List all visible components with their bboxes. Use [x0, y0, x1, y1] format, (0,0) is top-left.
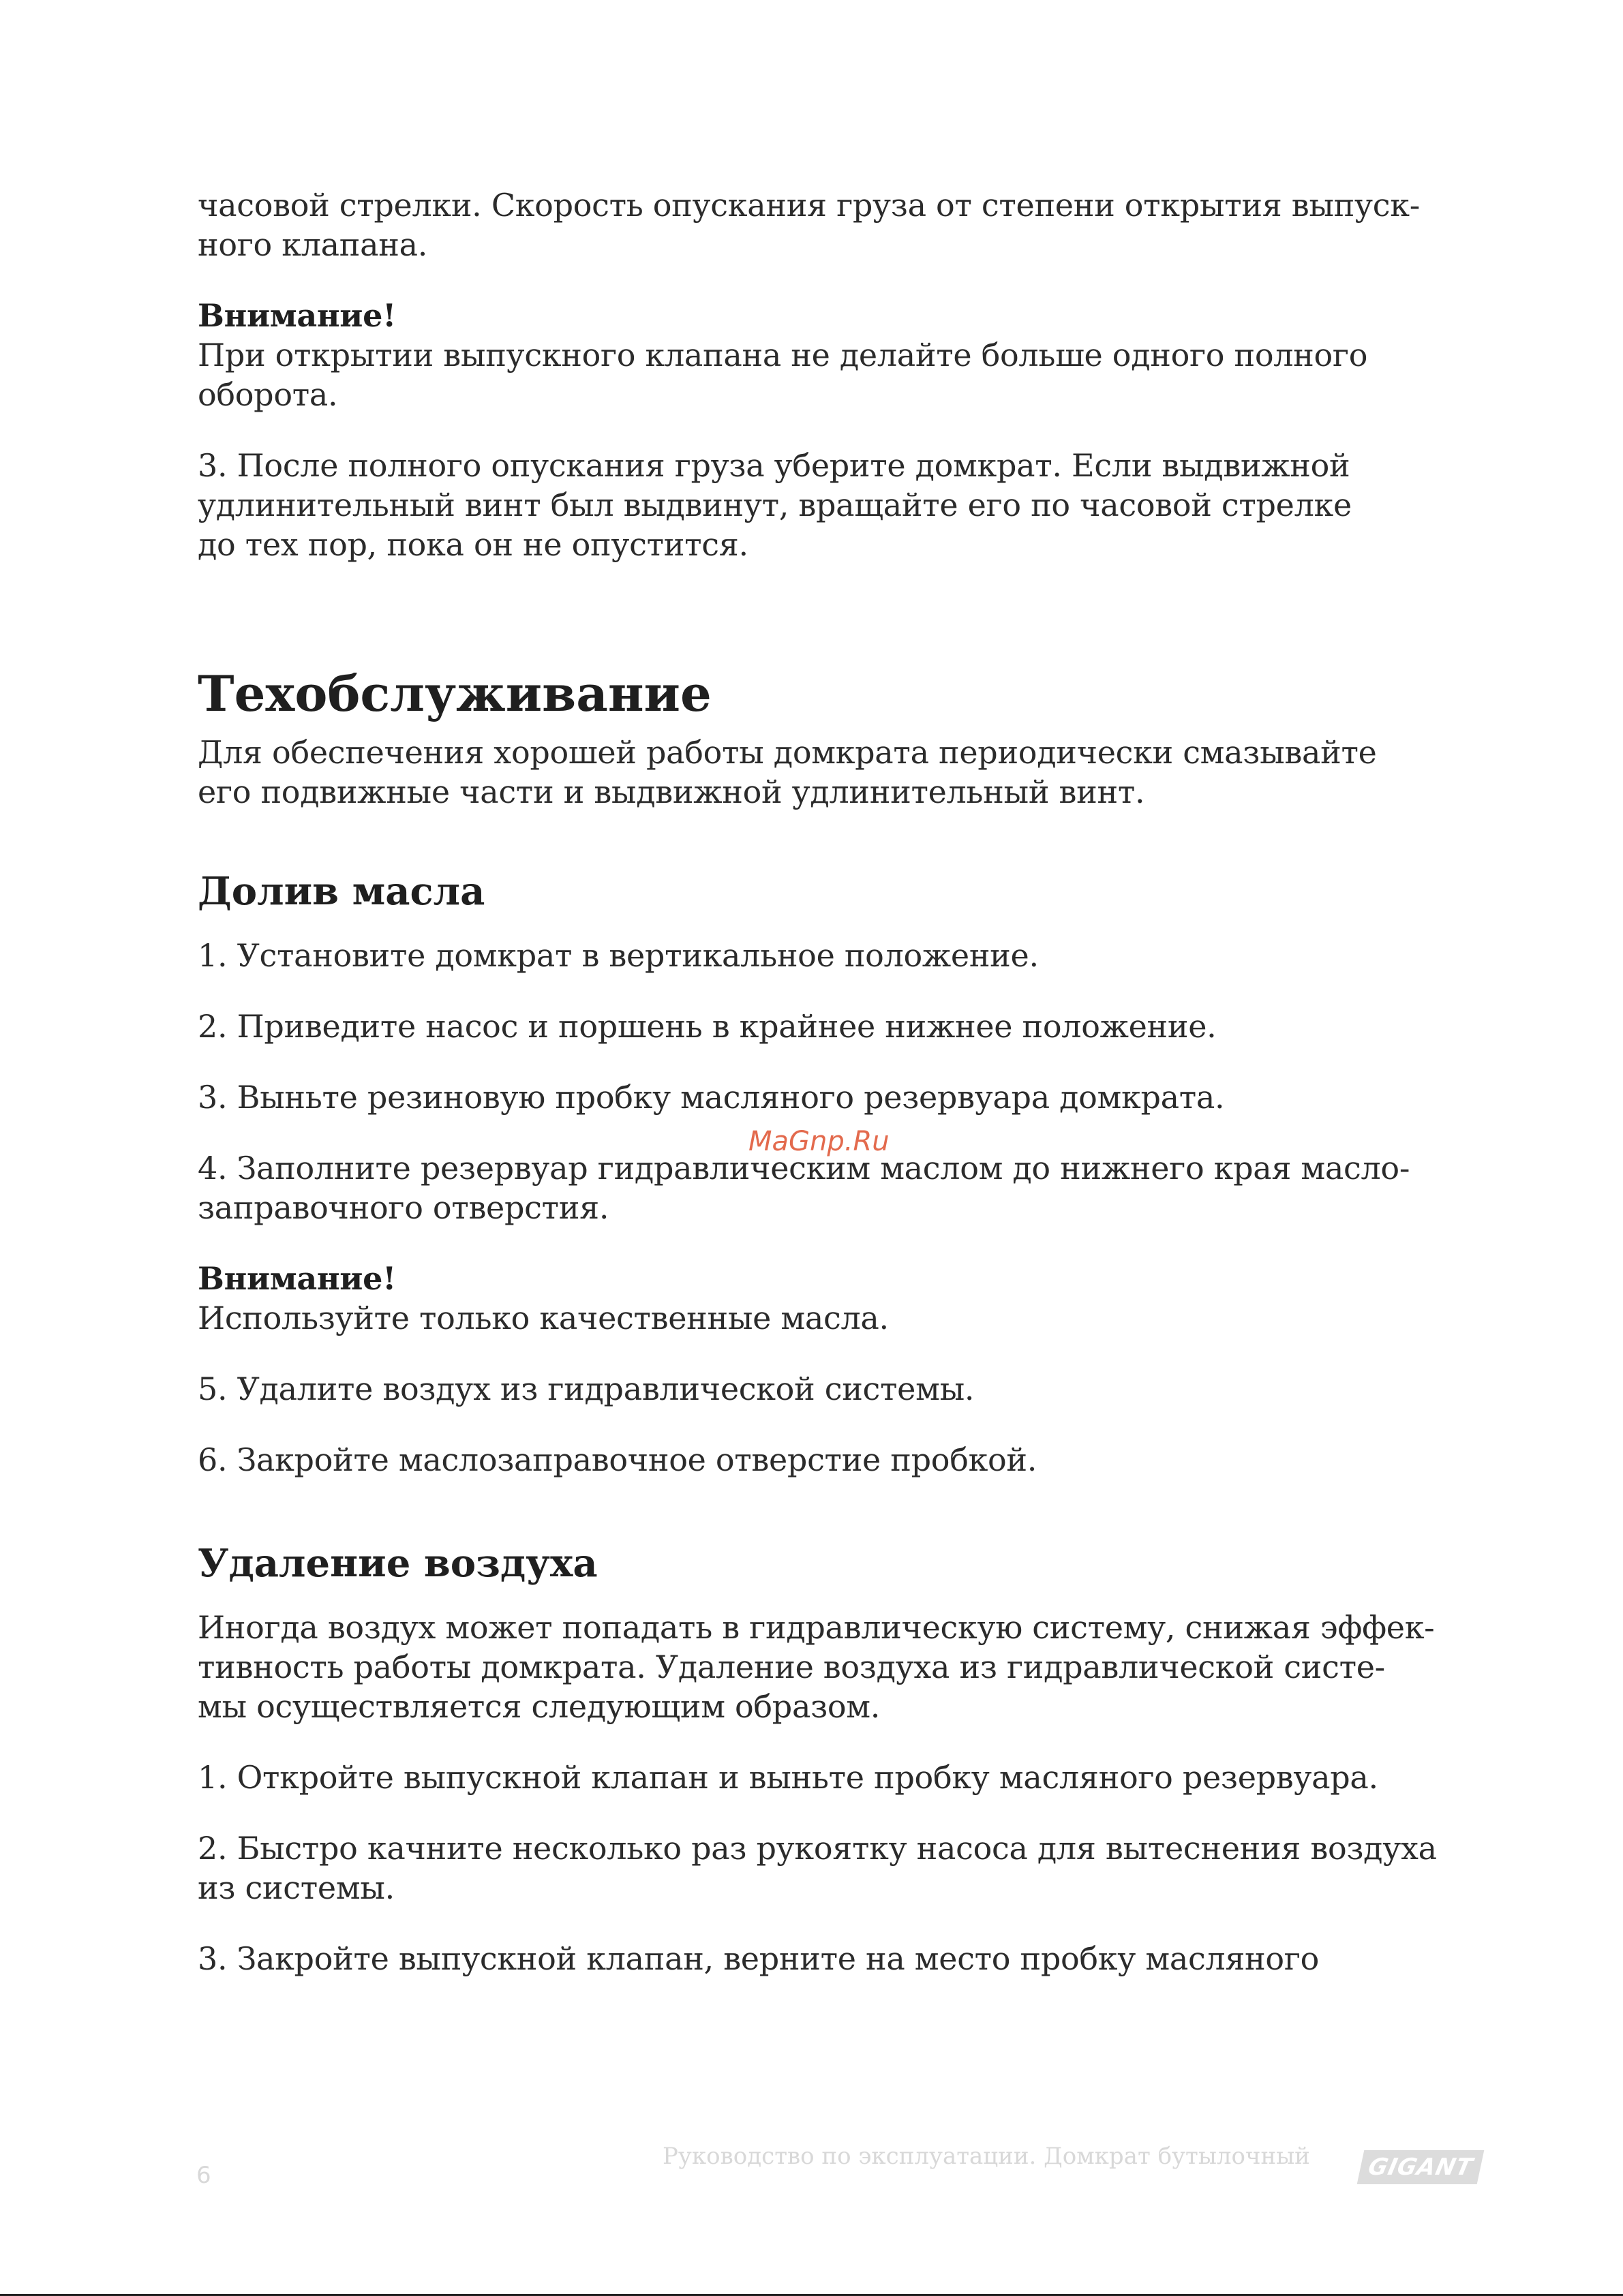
list-item	[198, 1828, 1493, 1908]
brand-logo	[1357, 2150, 1485, 2184]
watermark: MaGnp.Ru	[748, 1126, 890, 1157]
air-intro-paragraph	[198, 1608, 1493, 1726]
warning-title: Внимание!	[198, 297, 396, 334]
list-item: 1. Установите домкрат в вертикальное положение.	[198, 937, 1039, 974]
section-heading: Техобслуживание	[198, 664, 712, 722]
text-line: При открытии выпускного клапана не делайте больше одного полного	[198, 337, 1368, 373]
text-line: из системы.	[198, 1869, 395, 1906]
list-item: 3. Закройте выпускной клапан, верните на место пробку масляного	[198, 1940, 1320, 1977]
list-item: 2. Приведите насос и поршень в крайнее нижнее положение.	[198, 1008, 1217, 1045]
intro-paragraph	[198, 185, 1493, 264]
subsection-heading: Долив масла	[198, 869, 485, 914]
page-number: 6	[196, 2162, 211, 2189]
footer-title: Руководство по эксплуатации. Домкрат бутылочный	[663, 2143, 1310, 2170]
text-line: часовой стрелки. Скорость опускания груза от степени открытия выпуск-	[198, 187, 1420, 224]
warning-block	[198, 1259, 1493, 1338]
text-line: до тех пор, пока он не опустится.	[198, 526, 748, 563]
list-item: 5. Удалите воздух из гидравлической системы.	[198, 1371, 975, 1407]
maintenance-paragraph	[198, 733, 1493, 812]
list-item: 6. Закройте маслозаправочное отверстие пробкой.	[198, 1441, 1037, 1478]
list-item: 3. Выньте резиновую пробку масляного резервуара домкрата.	[198, 1079, 1225, 1116]
list-item	[198, 1148, 1493, 1227]
text-line: оборота.	[198, 376, 338, 413]
warning-title: Внимание!	[198, 1260, 396, 1297]
text-line: мы осуществляется следующим образом.	[198, 1688, 881, 1725]
subsection-heading: Удаление воздуха	[198, 1541, 598, 1586]
text-line: ного клапана.	[198, 226, 428, 263]
text-line: его подвижные части и выдвижной удлинительный винт.	[198, 774, 1145, 810]
brand-logo-text: GIGANT	[1365, 2154, 1476, 2181]
text-line: 2. Быстро качните несколько раз рукоятку насоса для вытеснения воздуха	[198, 1830, 1437, 1867]
list-item: 1. Откройте выпускной клапан и выньте пробку масляного резервуара.	[198, 1759, 1378, 1796]
text-line: Для обеспечения хорошей работы домкрата периодически смазывайте	[198, 734, 1377, 771]
text-line: заправочного отверстия.	[198, 1189, 609, 1226]
text-line: удлинительный винт был выдвинут, вращайте его по часовой стрелке	[198, 487, 1352, 523]
text-line: Иногда воздух может попадать в гидравлическую систему, снижая эффек-	[198, 1609, 1435, 1646]
text-line: 3. После полного опускания груза уберите домкрат. Если выдвижной	[198, 447, 1350, 484]
page-content	[198, 185, 1493, 1978]
text-line: 4. Заполните резервуар гидравлическим маслом до нижнего края масло-	[198, 1150, 1410, 1187]
warning-block	[198, 296, 1493, 414]
text-line: Используйте только качественные масла.	[198, 1300, 889, 1336]
text-line: тивность работы домкрата. Удаление воздуха из гидравлической систе-	[198, 1649, 1385, 1685]
step-paragraph	[198, 446, 1493, 564]
